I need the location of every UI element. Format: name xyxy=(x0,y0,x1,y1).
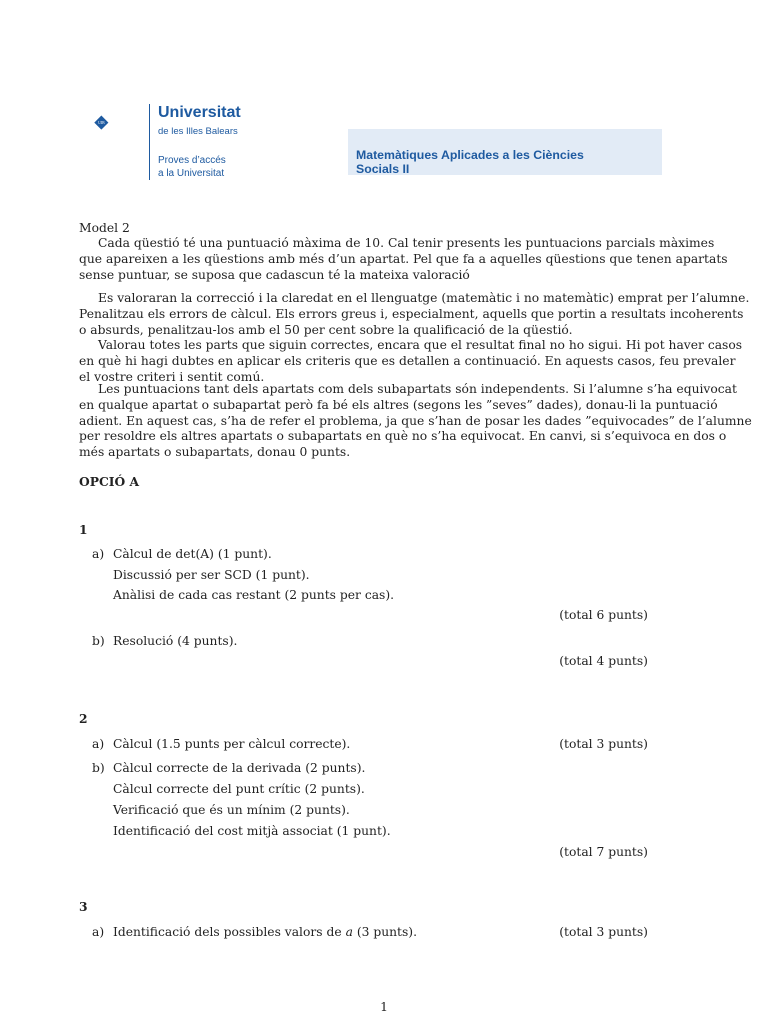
question-1-a-total: (total 6 punts) xyxy=(559,608,648,622)
question-3-number: 3 xyxy=(79,899,88,914)
page-number: 1 xyxy=(380,1000,388,1014)
svg-text:UIB: UIB xyxy=(98,121,105,126)
intro-paragraph-3: Valorau totes les parts que siguin correctes, encara que el resultat final no ho sigui. Hi pot haver casos en què hi hagi dubtes en aplicar els criteris que es detallen a continuació. En aquests casos, feu prevaler el vostre criteri i sentit comú. xyxy=(79,338,743,384)
logo-divider xyxy=(149,104,150,180)
question-1-item-a: a) Càlcul de det(A) (1 punt). xyxy=(92,547,272,561)
variable-a: a xyxy=(345,925,353,939)
model-label: Model 2 xyxy=(79,221,130,235)
question-2-item-b: b) Càlcul correcte de la derivada (2 punts). xyxy=(92,761,366,775)
university-name: Universitat xyxy=(158,104,241,121)
intro-paragraph-4: Les puntuacions tant dels apartats com dels subapartats són independents. Si l’alumne s’ha equivocat en qualque apartat o subapartat però fa bé els altres (segons les ”seves” dades), donau-li la puntuació adient. En aquest cas, s’ha de refer el problema, ja que s’han de posar les dades ”equivocades” de l’alumne per resoldre els altres apartats o subapartats en què no s’ha equivocat. En canvi, si s’equivoca en dos o més apartats o subapartats, donau 0 punts. xyxy=(79,382,752,460)
question-1-number: 1 xyxy=(79,522,88,537)
question-1-b-total: (total 4 punts) xyxy=(559,654,648,668)
question-2-b-line-3: Verificació que és un mínim (2 punts). xyxy=(113,803,350,817)
option-heading: OPCIÓ A xyxy=(79,474,140,489)
question-3-item-a: a) Identificació dels possibles valors de a (3 punts). xyxy=(92,925,418,939)
question-2-b-line-4: Identificació del cost mitjà associat (1 punt). xyxy=(113,824,391,838)
uib-logo xyxy=(94,102,144,152)
question-3-a-total: (total 3 punts) xyxy=(559,925,648,939)
pau-line-1: Proves d’accés xyxy=(158,155,226,166)
question-2-item-a: a) Càlcul (1.5 punts per càlcul correcte). xyxy=(92,737,351,751)
item-label: b) xyxy=(92,761,105,775)
question-2-b-total: (total 7 punts) xyxy=(559,845,648,859)
question-1-item-b: b) Resolució (4 punts). xyxy=(92,634,238,648)
question-1-a-line-2: Discussió per ser SCD (1 punt). xyxy=(113,568,310,582)
question-2-b-line-2: Càlcul correcte del punt crític (2 punts). xyxy=(113,782,365,796)
question-2-number: 2 xyxy=(79,711,88,726)
university-subtitle: de les Illes Balears xyxy=(158,126,238,137)
intro-paragraph-2: Es valoraran la correcció i la claredat en el llenguatge (matemàtic i no matemàtic) emprat per l’alumne. Penalitzau els errors de càlcul. Els errors greus i, especialment, aquells que portin a resultats incoherents o absurds, penalitzau-los amb el 50 per cent sobre la qualificació de la qüestió. xyxy=(79,291,750,337)
question-1-a-line-3: Anàlisi de cada cas restant (2 punts per cas). xyxy=(113,588,395,602)
subject-title: Matemàtiques Aplicades a les Ciències Socials II xyxy=(356,148,584,176)
item-label: a) xyxy=(92,547,105,561)
item-label: a) xyxy=(92,925,105,939)
item-label: b) xyxy=(92,634,105,648)
intro-paragraph-1: Cada qüestió té una puntuació màxima de 10. Cal tenir presents les puntuacions parcials màximes que apareixen a les qüestions amb més d’un apartat. Pel que fa a aquelles qüestions que tenen apartats sense puntuar, se suposa que cadascun té la mateixa valoració xyxy=(79,236,728,282)
pau-line-2: a la Universitat xyxy=(158,168,225,179)
question-2-a-total: (total 3 punts) xyxy=(559,737,648,751)
item-label: a) xyxy=(92,737,105,751)
subject-box xyxy=(348,129,662,175)
